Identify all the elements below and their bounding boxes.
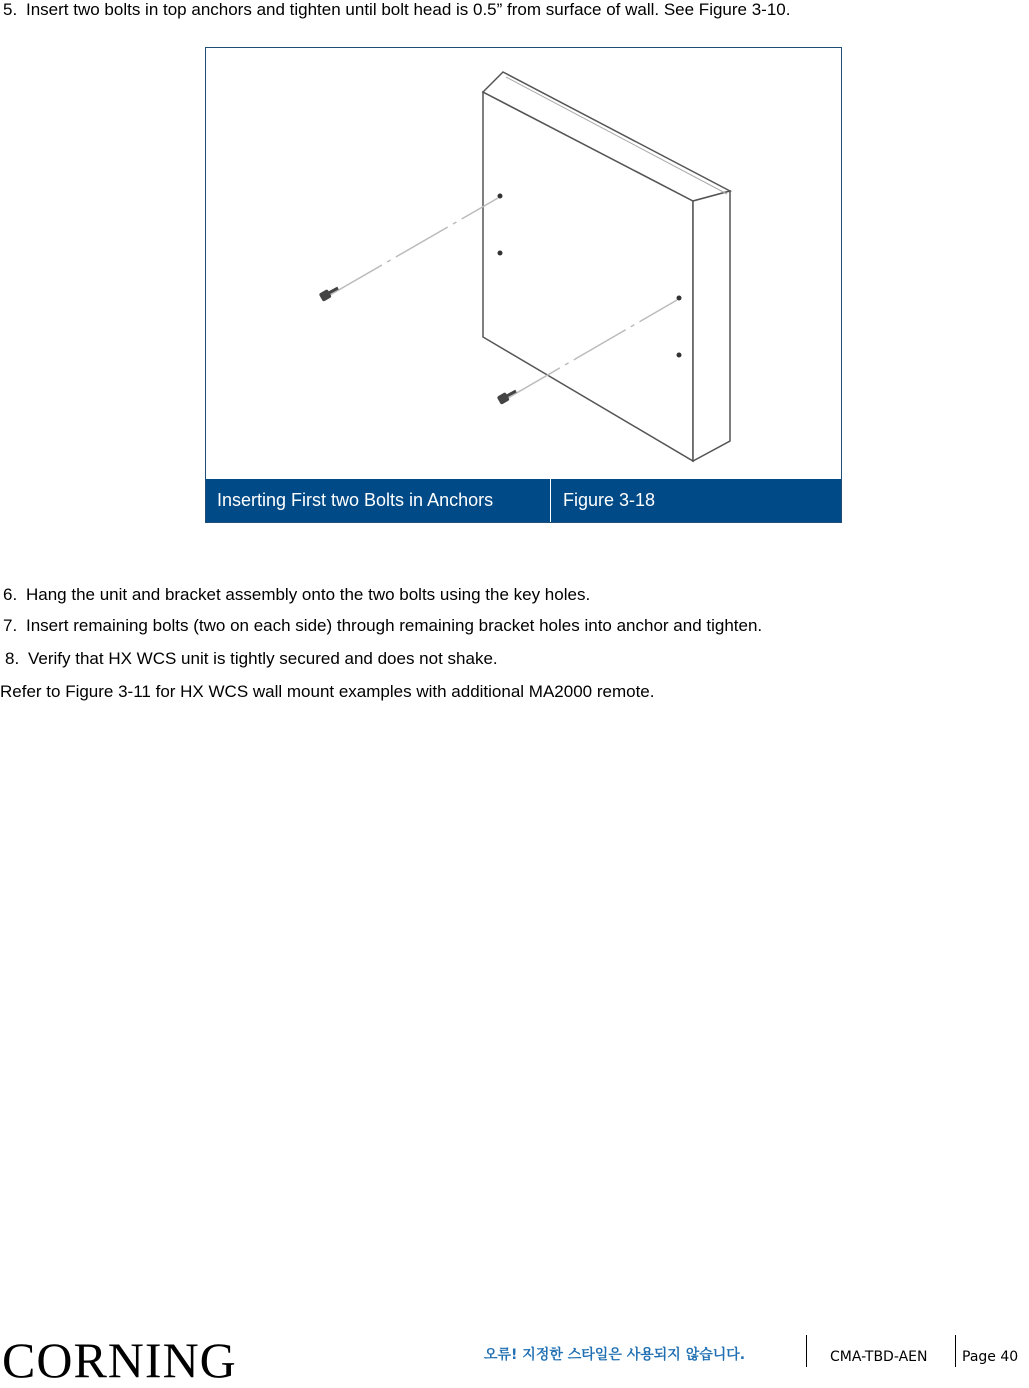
anchor-hole — [677, 353, 682, 358]
bolt-icon — [497, 391, 516, 405]
footer-divider — [806, 1335, 807, 1367]
step-8 — [5, 649, 498, 669]
figure-caption-title: Inserting First two Bolts in Anchors — [206, 479, 551, 522]
figure-caption-bar — [206, 479, 841, 522]
anchor-hole — [498, 194, 503, 199]
corning-logo: CORNING — [2, 1332, 237, 1388]
refer-note: Refer to Figure 3-11 for HX WCS wall mount examples with additional MA2000 remote. — [0, 682, 655, 701]
step-number: 6. — [3, 585, 18, 604]
plate-side-face — [693, 191, 730, 461]
step-number: 7. — [3, 616, 18, 635]
step-5 — [3, 0, 790, 20]
figure-3-18 — [205, 47, 842, 523]
figure-caption-number: Figure 3-18 — [563, 490, 656, 510]
bracket-illustration — [206, 48, 843, 481]
page-footer — [0, 1332, 1029, 1388]
plate-front-face — [483, 92, 693, 461]
step-7 — [3, 616, 762, 636]
anchor-hole — [677, 296, 682, 301]
step-text: Hang the unit and bracket assembly onto the two bolts using the key holes. — [26, 585, 591, 604]
step-text: Insert two bolts in top anchors and tighten until bolt head is 0.5” from surface of wall. See Figure 3-10. — [26, 0, 791, 19]
bolt-icon — [319, 288, 338, 302]
step-number: 8. — [5, 649, 20, 668]
bolt-path — [330, 198, 498, 295]
step-number: 5. — [3, 0, 18, 19]
page-number: Page 40 — [962, 1349, 1019, 1365]
step-text: Verify that HX WCS unit is tightly secured and does not shake. — [28, 649, 498, 668]
document-id: CMA-TBD-AEN — [830, 1349, 928, 1365]
footer-divider — [955, 1335, 956, 1367]
anchor-hole — [498, 251, 503, 256]
step-text: Insert remaining bolts (two on each side) through remaining bracket holes into anchor and tighten. — [26, 616, 763, 635]
footer-style-error: 오류! 지정한 스타일은 사용되지 않습니다. — [484, 1347, 746, 1363]
step-6 — [3, 585, 590, 605]
